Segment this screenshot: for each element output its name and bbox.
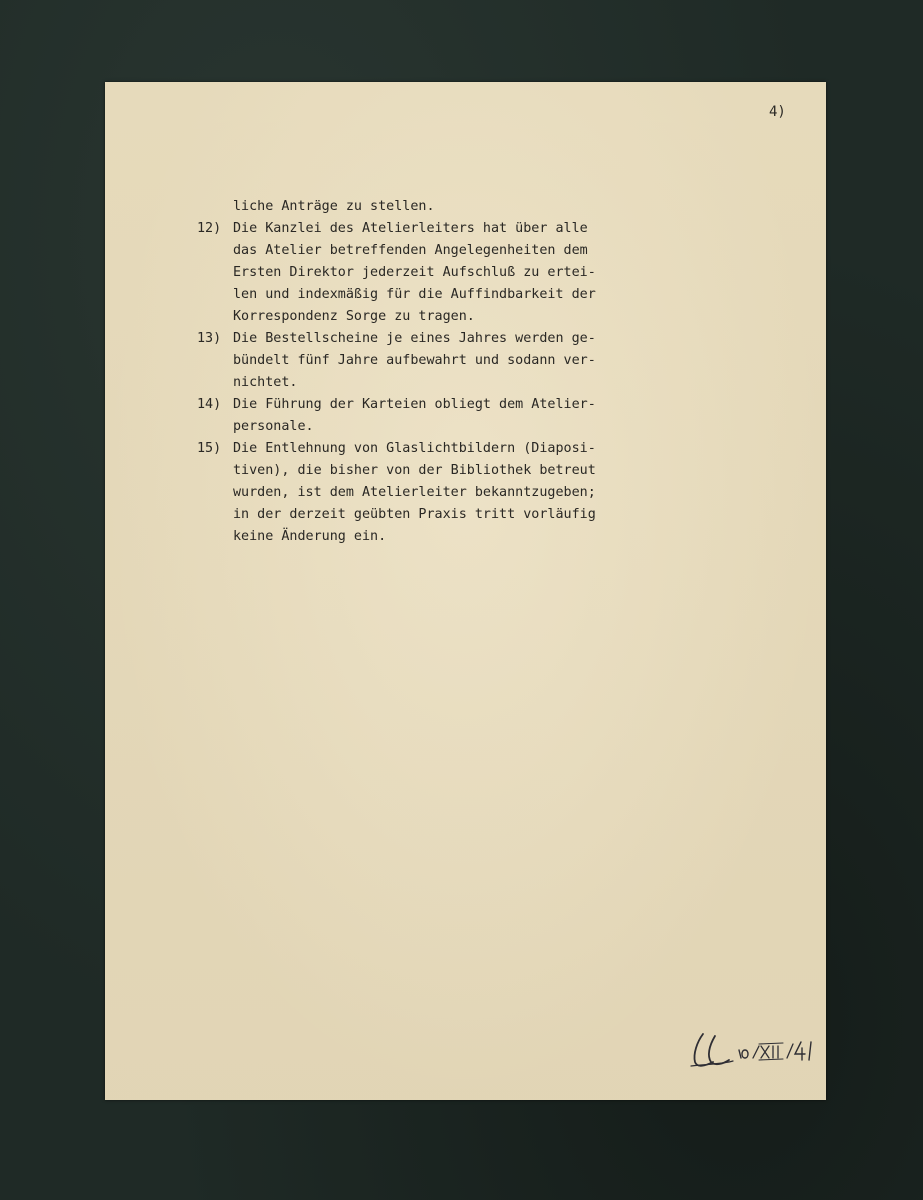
line-text: wurden, ist dem Atelierleiter bekanntzugeben; xyxy=(233,485,596,500)
text-line xyxy=(197,438,757,460)
text-line xyxy=(197,218,757,240)
line-text: Ersten Direktor jederzeit Aufschluß zu ertei- xyxy=(233,265,596,280)
text-line xyxy=(197,262,757,284)
line-text: Korrespondenz Sorge zu tragen. xyxy=(233,309,475,324)
handwritten-signature xyxy=(689,1028,829,1072)
text-line xyxy=(197,504,757,526)
text-line xyxy=(197,526,757,548)
line-text: keine Änderung ein. xyxy=(233,529,387,544)
line-text: Die Führung der Karteien obliegt dem Atelier- xyxy=(233,397,596,412)
line-text: personale. xyxy=(233,419,314,434)
line-text: Die Kanzlei des Atelierleiters hat über alle xyxy=(233,221,588,236)
line-text: nichtet. xyxy=(233,375,298,390)
typed-body xyxy=(197,196,757,548)
signature-mark xyxy=(689,1028,829,1072)
item-number: 13) xyxy=(197,331,222,346)
text-line xyxy=(197,372,757,394)
document-sheet xyxy=(105,82,826,1100)
item-number: 12) xyxy=(197,221,222,236)
text-line xyxy=(197,416,757,438)
item-number: 15) xyxy=(197,441,222,456)
line-text: Die Entlehnung von Glaslichtbildern (Diaposi- xyxy=(233,441,596,456)
text-line xyxy=(197,460,757,482)
line-text: liche Anträge zu stellen. xyxy=(233,199,435,214)
text-line xyxy=(197,240,757,262)
text-line xyxy=(197,350,757,372)
item-number: 14) xyxy=(197,397,222,412)
line-text: tiven), die bisher von der Bibliothek betreut xyxy=(233,463,596,478)
line-text: in der derzeit geübten Praxis tritt vorläufig xyxy=(233,507,596,522)
text-line xyxy=(197,196,757,218)
text-line xyxy=(197,284,757,306)
page-number: 4) xyxy=(769,104,786,120)
line-text: len und indexmäßig für die Auffindbarkeit der xyxy=(233,287,596,302)
text-line xyxy=(197,394,757,416)
text-line xyxy=(197,482,757,504)
text-line xyxy=(197,328,757,350)
text-line xyxy=(197,306,757,328)
line-text: Die Bestellscheine je eines Jahres werden ge- xyxy=(233,331,596,346)
line-text: bündelt fünf Jahre aufbewahrt und sodann ver- xyxy=(233,353,596,368)
line-text: das Atelier betreffenden Angelegenheiten dem xyxy=(233,243,588,258)
